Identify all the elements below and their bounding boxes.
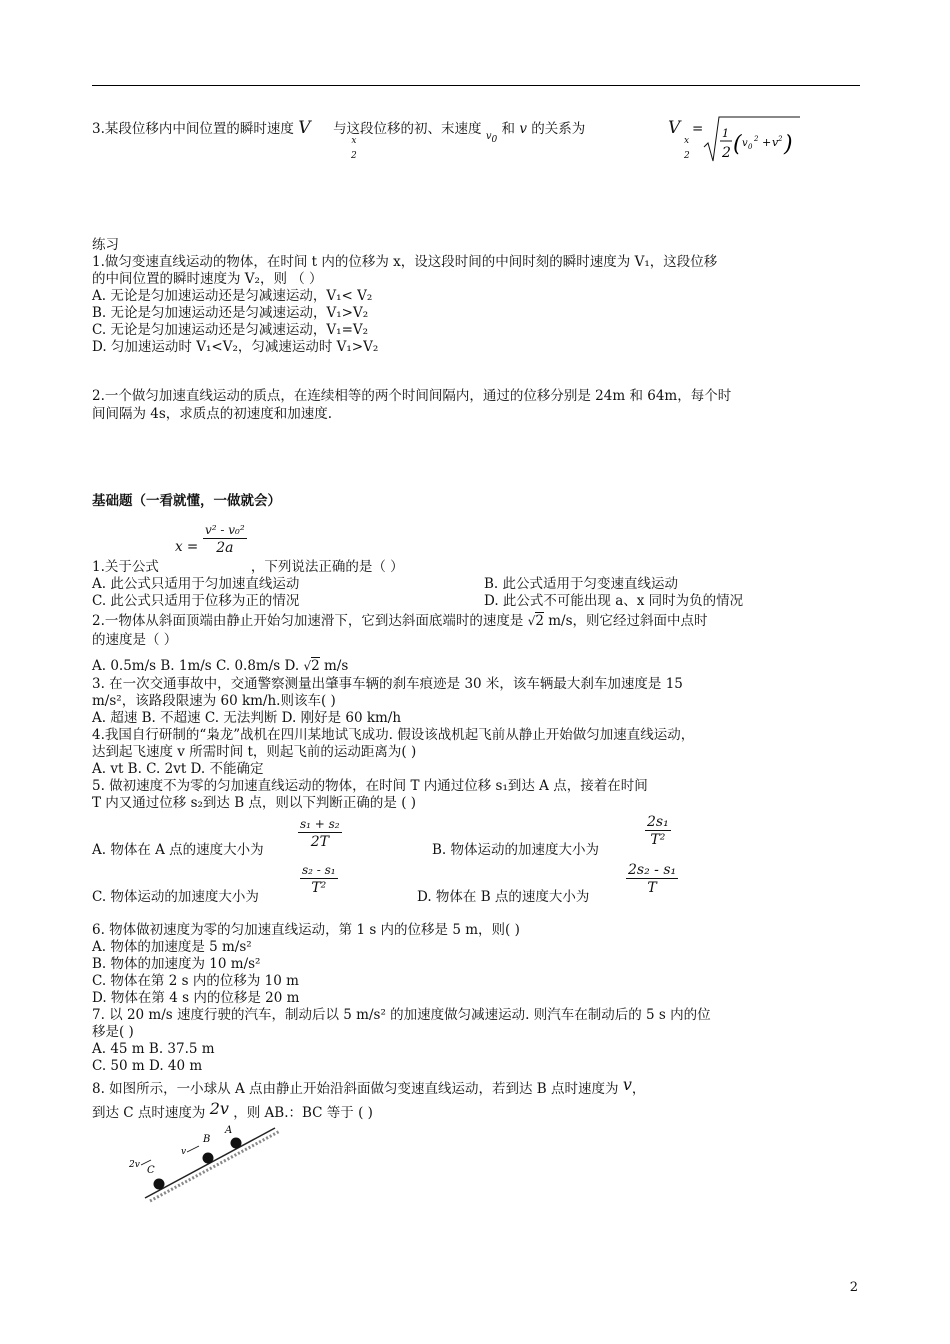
- basic-q4-line2: 达到起飞速度 v 所需时间 t，则起飞前的运动距离为( ): [92, 744, 417, 760]
- basic-q1-stem: 1.关于公式 ，下列说法正确的是（ ）: [92, 559, 404, 575]
- label-c: C: [147, 1165, 155, 1176]
- basic-q5-option-b: B. 物体运动的加速度大小为: [432, 842, 600, 858]
- formula-lhs: x =: [175, 539, 199, 555]
- header-rule: [92, 85, 860, 86]
- basic-q3-line1: 3. 在一次交通事故中，交通警察测量出肇事车辆的刹车痕迹是 30 米，该车辆最大刹车加速度是 15: [92, 676, 683, 692]
- basic-q1-option-a: A. 此公式只适用于匀加速直线运动: [92, 576, 300, 592]
- basic-q6-line1: 6. 物体做初速度为零的匀加速直线运动，第 1 s 内的位移是 5 m，则( ): [92, 922, 520, 938]
- basic-q2-line1: 2.一物体从斜面顶端由静止开始匀加速滑下，它到达斜面底端时的速度是 √2 m/s，则它经过斜面中点时: [92, 613, 708, 629]
- basic-q7-line1: 7. 以 20 m/s 速度行驶的汽车，制动后以 5 m/s² 的加速度做匀减速运动. 则汽车在制动后的 5 s 内的位: [92, 1007, 711, 1023]
- practice-q1-line1: 1.做匀变速直线运动的物体，在时间 t 内的位移为 x，设这段时间的中间时刻的瞬时速度为 V₁，这段位移: [92, 254, 718, 270]
- formula-den: 2a: [216, 540, 234, 556]
- basic-q7-options-ab: A. 45 m B. 37.5 m: [92, 1041, 215, 1057]
- basic-q5-line2: T 内又通过位移 s₂到达 B 点，则以下判断正确的是 ( ): [92, 795, 417, 811]
- basic-q6-option-a: A. 物体的加速度是 5 m/s²: [92, 939, 252, 955]
- practice-q1-option-b: B. 无论是匀加速运动还是匀减速运动，V₁>V₂: [92, 305, 369, 321]
- x-over-2-sub-2: x 2: [684, 136, 690, 161]
- formula-num: v² - v₀²: [205, 523, 245, 537]
- svg-text:+: +: [762, 136, 772, 149]
- svg-text:(: (: [733, 132, 742, 157]
- label-v: v: [181, 1147, 187, 1157]
- svg-text:2: 2: [754, 135, 759, 143]
- x-over-2-sub-1: x 2: [351, 136, 357, 161]
- practice-q1-line2: 的中间位置的瞬时速度为 V₂，则 （ ）: [92, 271, 323, 287]
- basic-q3-line2: m/s²，该路段限速为 60 km/h.则该车( ): [92, 693, 336, 709]
- item3-text-4: 的关系为: [531, 121, 586, 137]
- practice-q2-line2: 间间隔为 4s，求质点的初速度和加速度.: [92, 406, 333, 422]
- ball-a: [231, 1138, 242, 1149]
- basic-q7-options-cd: C. 50 m D. 40 m: [92, 1058, 203, 1074]
- basic-q4-options: A. vt B. C. 2vt D. 不能确定: [92, 761, 264, 777]
- practice-heading: 练习: [92, 237, 119, 253]
- practice-q1-option-d: D. 匀加速运动时 V₁<V₂，匀减速运动时 V₁>V₂: [92, 339, 379, 355]
- basic-q2-options: A. 0.5m/s B. 1m/s C. 0.8m/s D. √2 m/s: [92, 658, 349, 674]
- basic-q6-option-c: C. 物体在第 2 s 内的位移为 10 m: [92, 973, 299, 989]
- item3-text-2: 与这段位移的初、末速度: [333, 121, 482, 137]
- basic-q6-option-d: D. 物体在第 4 s 内的位移是 20 m: [92, 990, 300, 1006]
- basic-q6-option-b: B. 物体的加速度为 10 m/s²: [92, 956, 261, 972]
- practice-q1-option-c: C. 无论是匀加速运动还是匀减速运动，V₁=V₂: [92, 322, 369, 338]
- basic-q2-line2: 的速度是（ ）: [92, 632, 178, 648]
- item3-text-3: 和: [501, 121, 516, 137]
- q5-a-fraction: $\frac{\text{s₁ + s₂}}{2T}$: [300, 817, 340, 850]
- sqrt2-option-d: √2: [303, 658, 320, 674]
- basic-q5-line1: 5. 做初速度不为零的匀加速直线运动的物体，在时间 T 内通过位移 s₁到达 A 点，接着在时间: [92, 778, 648, 794]
- svg-text:v: v: [772, 136, 779, 149]
- v-half-symbol: V: [298, 118, 311, 138]
- item3-line: [92, 120, 585, 149]
- page-number: 2: [849, 1280, 858, 1295]
- label-a: A: [225, 1125, 233, 1136]
- sqrt-half-den: 2: [722, 145, 731, 161]
- svg-text:0: 0: [748, 143, 753, 151]
- sqrt-formula: [702, 113, 802, 165]
- label-2v: 2v: [129, 1160, 140, 1170]
- sqrt2-inline: √2: [527, 613, 544, 629]
- basic-q8-line2: 到达 C 点时速度为 2v ，则 AB.：BC 等于 ( ): [92, 1099, 373, 1121]
- v-symbol: v: [519, 121, 527, 137]
- basic-q4-line1: 4.我国自行研制的“枭龙”战机在四川某地试飞成功. 假设该战机起飞前从静止开始做匀加速直线运动，: [92, 727, 695, 743]
- v-half-symbol-2: V: [668, 118, 681, 138]
- equals-sign: =: [692, 121, 704, 137]
- ball-c: [154, 1179, 165, 1190]
- basic-heading: 基础题（一看就懂，一做就会）: [92, 493, 281, 509]
- q5-b-fraction: $\frac{\text{2s₁}}{\text{T²}}$: [647, 814, 669, 848]
- q5-c-fraction: $\frac{\text{s₂ - s₁}}{\text{T²}}$: [302, 863, 336, 896]
- incline-figure: [125, 1118, 285, 1203]
- basic-q1-option-d: D. 此公式不可能出现 a、x 同时为负的情况: [484, 593, 744, 609]
- svg-text:v: v: [742, 138, 748, 149]
- practice-q2-line1: 2.一个做匀加速直线运动的质点，在连续相等的两个时间间隔内，通过的位移分别是 24m 和 64m，每个时: [92, 388, 732, 404]
- basic-q5-option-a: A. 物体在 A 点的速度大小为: [92, 842, 264, 858]
- basic-q1-option-c: C. 此公式只适用于位移为正的情况: [92, 593, 300, 609]
- basic-q5-option-d: D. 物体在 B 点的速度大小为: [417, 889, 590, 905]
- item3-text-1: 3.某段位移内中间位置的瞬时速度: [92, 121, 294, 137]
- basic-q3-options: A. 超速 B. 不超速 C. 无法判断 D. 刚好是 60 km/h: [92, 710, 402, 726]
- ball-b: [203, 1153, 214, 1164]
- formula-fraction: [203, 522, 247, 557]
- q5-d-fraction: $\frac{\text{2s₂ - s₁}}{T}$: [628, 862, 677, 896]
- sqrt-half-num: 1: [722, 127, 729, 140]
- basic-q7-line2: 移是( ): [92, 1024, 134, 1040]
- basic-q5-option-c: C. 物体运动的加速度大小为: [92, 889, 259, 905]
- basic-q1-option-b: B. 此公式适用于匀变速直线运动: [484, 576, 679, 592]
- basic-q8-line1: 8. 如图所示，一小球从 A 点由静止开始沿斜面做匀变速直线运动，若到达 B 点时速度为 v，: [92, 1075, 646, 1097]
- label-b: B: [203, 1134, 211, 1145]
- practice-q1-option-a: A. 无论是匀加速运动还是匀减速运动，V₁< V₂: [92, 288, 373, 304]
- v0-symbol: v0: [485, 131, 498, 145]
- svg-text:2: 2: [778, 135, 783, 143]
- svg-text:): ): [784, 132, 793, 157]
